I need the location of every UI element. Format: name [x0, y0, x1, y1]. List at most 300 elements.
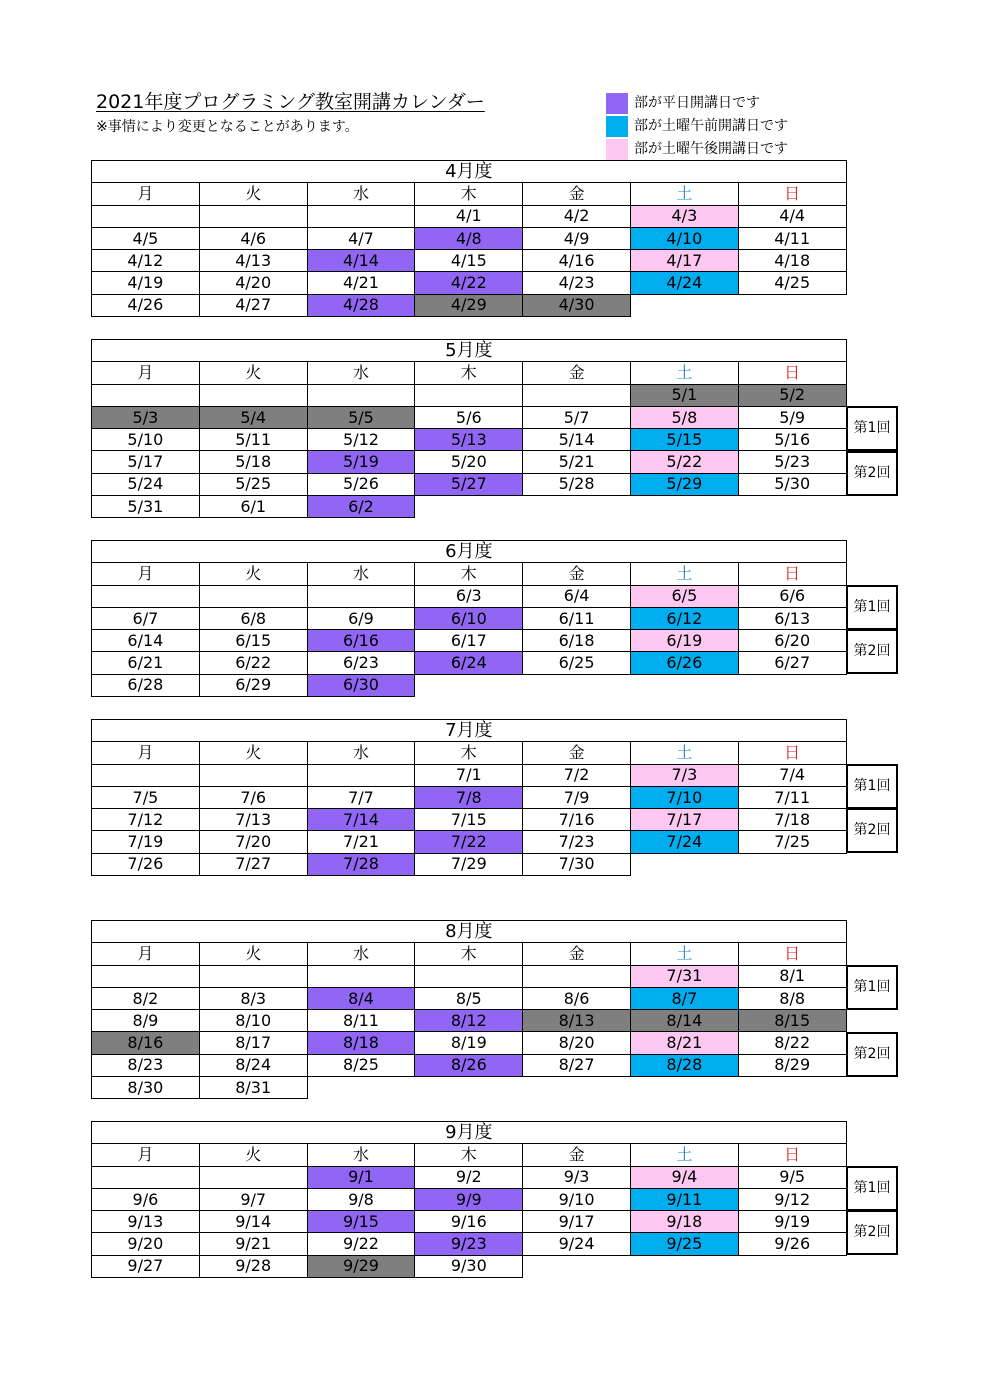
session-marker: 第2回: [846, 451, 898, 496]
date-cell: 7/6: [199, 786, 307, 808]
date-cell: 6/9: [307, 607, 415, 629]
date-cell: 7/31: [630, 965, 738, 987]
weekday-header: 土: [630, 1144, 738, 1166]
date-cell: 6/4: [523, 585, 631, 607]
date-cell: 5/5: [307, 406, 415, 428]
date-cell: 6/2: [307, 496, 415, 518]
empty-cell: [199, 764, 307, 786]
week-row: [92, 227, 847, 249]
empty-cell: [738, 853, 846, 875]
date-cell: 7/16: [523, 809, 631, 831]
date-cell: 8/24: [199, 1054, 307, 1076]
legend-swatch-pink: [606, 139, 628, 160]
date-cell: 9/10: [523, 1188, 631, 1210]
date-cell: 7/21: [307, 831, 415, 853]
month-calendar: [91, 160, 847, 317]
empty-cell: [738, 1077, 846, 1099]
empty-cell: [630, 853, 738, 875]
week-row: [92, 429, 847, 451]
date-cell: 4/1: [415, 205, 523, 227]
weekday-header: 金: [523, 1144, 631, 1166]
date-cell: 9/24: [523, 1233, 631, 1255]
empty-cell: [199, 1166, 307, 1188]
weekday-header: 日: [738, 943, 846, 965]
weekday-header: 金: [523, 362, 631, 384]
date-cell: 4/28: [307, 294, 415, 316]
date-cell: 9/27: [92, 1255, 200, 1277]
empty-cell: [738, 1255, 846, 1277]
empty-cell: [415, 965, 523, 987]
date-cell: 4/27: [199, 294, 307, 316]
date-cell: 8/27: [523, 1054, 631, 1076]
date-cell: 7/18: [738, 809, 846, 831]
date-cell: 9/11: [630, 1188, 738, 1210]
week-row: [92, 652, 847, 674]
weekday-header: 月: [92, 1144, 200, 1166]
empty-cell: [738, 496, 846, 518]
date-cell: 6/27: [738, 652, 846, 674]
week-row: [92, 473, 847, 495]
week-row: [92, 853, 847, 875]
weekday-header: 水: [307, 943, 415, 965]
date-cell: 8/17: [199, 1032, 307, 1054]
date-cell: 7/3: [630, 764, 738, 786]
date-cell: 5/3: [92, 406, 200, 428]
date-cell: 6/25: [523, 652, 631, 674]
date-cell: 6/16: [307, 630, 415, 652]
weekday-header: 日: [738, 742, 846, 764]
date-cell: 9/1: [307, 1166, 415, 1188]
empty-cell: [415, 496, 523, 518]
session-marker: 第1回: [846, 764, 898, 809]
date-cell: 5/28: [523, 473, 631, 495]
empty-cell: [415, 1077, 523, 1099]
date-cell: 8/25: [307, 1054, 415, 1076]
date-cell: 7/17: [630, 809, 738, 831]
weekday-header: 火: [199, 563, 307, 585]
week-row: [92, 294, 847, 316]
weekday-header: 火: [199, 742, 307, 764]
calendar-table: [91, 540, 847, 697]
date-cell: 4/16: [523, 250, 631, 272]
date-cell: 7/8: [415, 786, 523, 808]
date-cell: 9/17: [523, 1211, 631, 1233]
date-cell: 7/11: [738, 786, 846, 808]
date-cell: 5/13: [415, 429, 523, 451]
empty-cell: [630, 1077, 738, 1099]
date-cell: 5/30: [738, 473, 846, 495]
week-row: [92, 1211, 847, 1233]
date-cell: 7/28: [307, 853, 415, 875]
empty-cell: [523, 1255, 631, 1277]
date-cell: 9/18: [630, 1211, 738, 1233]
empty-cell: [307, 205, 415, 227]
date-cell: 8/10: [199, 1010, 307, 1032]
date-cell: 5/16: [738, 429, 846, 451]
date-cell: 7/2: [523, 764, 631, 786]
date-cell: 7/10: [630, 786, 738, 808]
empty-cell: [523, 384, 631, 406]
weekday-header: 土: [630, 742, 738, 764]
legend-swatch-blue: [606, 116, 628, 137]
date-cell: 8/9: [92, 1010, 200, 1032]
date-cell: 8/12: [415, 1010, 523, 1032]
date-cell: 6/1: [199, 496, 307, 518]
legend-item-weekday: [606, 92, 866, 115]
date-cell: 5/17: [92, 451, 200, 473]
date-cell: 4/9: [523, 227, 631, 249]
date-cell: 5/15: [630, 429, 738, 451]
empty-cell: [92, 965, 200, 987]
date-cell: 8/1: [738, 965, 846, 987]
weekday-header: 木: [415, 1144, 523, 1166]
weekday-header: 木: [415, 943, 523, 965]
date-cell: 5/4: [199, 406, 307, 428]
date-cell: 6/13: [738, 607, 846, 629]
legend-swatch-purple: [606, 93, 628, 114]
date-cell: 4/23: [523, 272, 631, 294]
weekday-header: 木: [415, 362, 523, 384]
date-cell: 4/3: [630, 205, 738, 227]
legend-item-saturday-morning: [606, 115, 866, 138]
date-cell: 8/19: [415, 1032, 523, 1054]
empty-cell: [307, 764, 415, 786]
empty-cell: [523, 1077, 631, 1099]
weekday-header: 月: [92, 183, 200, 205]
week-row: [92, 1077, 847, 1099]
date-cell: 4/19: [92, 272, 200, 294]
date-cell: 5/1: [630, 384, 738, 406]
week-row: [92, 496, 847, 518]
date-cell: 7/30: [523, 853, 631, 875]
date-cell: 9/19: [738, 1211, 846, 1233]
empty-cell: [199, 965, 307, 987]
date-cell: 9/30: [415, 1255, 523, 1277]
date-cell: 9/2: [415, 1166, 523, 1188]
weekday-header: 水: [307, 362, 415, 384]
date-cell: 4/13: [199, 250, 307, 272]
date-cell: 4/10: [630, 227, 738, 249]
date-cell: 7/22: [415, 831, 523, 853]
month-title: 9月度: [92, 1122, 847, 1144]
empty-cell: [199, 384, 307, 406]
date-cell: 5/26: [307, 473, 415, 495]
date-cell: 7/27: [199, 853, 307, 875]
weekday-header: 金: [523, 183, 631, 205]
week-row: [92, 965, 847, 987]
date-cell: 4/15: [415, 250, 523, 272]
date-cell: 5/18: [199, 451, 307, 473]
weekday-header: 月: [92, 563, 200, 585]
month-calendar: [91, 719, 847, 876]
date-cell: 9/8: [307, 1188, 415, 1210]
empty-cell: [523, 674, 631, 696]
date-cell: 6/11: [523, 607, 631, 629]
week-row: [92, 630, 847, 652]
date-cell: 8/11: [307, 1010, 415, 1032]
date-cell: 8/2: [92, 987, 200, 1009]
date-cell: 5/10: [92, 429, 200, 451]
legend-label: 部が土曜午後開講日です: [634, 141, 788, 157]
weekday-header: 月: [92, 943, 200, 965]
date-cell: 5/29: [630, 473, 738, 495]
date-cell: 6/29: [199, 674, 307, 696]
date-cell: 7/12: [92, 809, 200, 831]
date-cell: 7/5: [92, 786, 200, 808]
weekday-header: 金: [523, 563, 631, 585]
date-cell: 7/29: [415, 853, 523, 875]
notice-text: ※事情により変更となることがあります。: [96, 119, 359, 135]
calendar-table: [91, 160, 847, 317]
date-cell: 9/9: [415, 1188, 523, 1210]
date-cell: 6/21: [92, 652, 200, 674]
empty-cell: [307, 1077, 415, 1099]
date-cell: 9/26: [738, 1233, 846, 1255]
date-cell: 4/21: [307, 272, 415, 294]
date-cell: 9/22: [307, 1233, 415, 1255]
date-cell: 9/7: [199, 1188, 307, 1210]
week-row: [92, 831, 847, 853]
empty-cell: [630, 496, 738, 518]
weekday-header: 日: [738, 1144, 846, 1166]
week-row: [92, 786, 847, 808]
date-cell: 7/4: [738, 764, 846, 786]
empty-cell: [92, 384, 200, 406]
weekday-header: 月: [92, 742, 200, 764]
date-cell: 8/3: [199, 987, 307, 1009]
session-marker: 第2回: [846, 1210, 898, 1255]
date-cell: 9/23: [415, 1233, 523, 1255]
weekday-header: 日: [738, 563, 846, 585]
date-cell: 9/20: [92, 1233, 200, 1255]
date-cell: 4/29: [415, 294, 523, 316]
week-row: [92, 451, 847, 473]
month-title: 6月度: [92, 541, 847, 563]
date-cell: 4/18: [738, 250, 846, 272]
date-cell: 4/11: [738, 227, 846, 249]
week-row: [92, 1054, 847, 1076]
session-marker: 第1回: [846, 965, 898, 1010]
date-cell: 6/19: [630, 630, 738, 652]
empty-cell: [199, 205, 307, 227]
empty-cell: [92, 764, 200, 786]
date-cell: 6/20: [738, 630, 846, 652]
empty-cell: [630, 294, 738, 316]
date-cell: 4/24: [630, 272, 738, 294]
empty-cell: [630, 674, 738, 696]
calendar-table: [91, 719, 847, 876]
date-cell: 6/5: [630, 585, 738, 607]
week-row: [92, 1233, 847, 1255]
date-cell: 5/24: [92, 473, 200, 495]
month-calendar: [91, 1121, 847, 1278]
session-marker: 第1回: [846, 1166, 898, 1211]
session-marker: 第1回: [846, 406, 898, 451]
date-cell: 6/26: [630, 652, 738, 674]
date-cell: 8/6: [523, 987, 631, 1009]
week-row: [92, 1255, 847, 1277]
date-cell: 5/22: [630, 451, 738, 473]
date-cell: 5/31: [92, 496, 200, 518]
date-cell: 6/7: [92, 607, 200, 629]
date-cell: 8/30: [92, 1077, 200, 1099]
date-cell: 4/12: [92, 250, 200, 272]
empty-cell: [92, 1166, 200, 1188]
date-cell: 6/12: [630, 607, 738, 629]
date-cell: 6/18: [523, 630, 631, 652]
empty-cell: [630, 1255, 738, 1277]
empty-cell: [415, 674, 523, 696]
weekday-header: 火: [199, 943, 307, 965]
date-cell: 7/1: [415, 764, 523, 786]
week-row: [92, 406, 847, 428]
week-row: [92, 384, 847, 406]
weekday-header: 日: [738, 362, 846, 384]
weekday-header: 土: [630, 943, 738, 965]
weekday-header: 火: [199, 183, 307, 205]
date-cell: 8/16: [92, 1032, 200, 1054]
date-cell: 8/29: [738, 1054, 846, 1076]
date-cell: 8/22: [738, 1032, 846, 1054]
week-row: [92, 674, 847, 696]
date-cell: 7/15: [415, 809, 523, 831]
empty-cell: [92, 205, 200, 227]
date-cell: 8/8: [738, 987, 846, 1009]
date-cell: 5/9: [738, 406, 846, 428]
date-cell: 5/8: [630, 406, 738, 428]
empty-cell: [92, 585, 200, 607]
date-cell: 4/4: [738, 205, 846, 227]
weekday-header: 金: [523, 742, 631, 764]
date-cell: 4/20: [199, 272, 307, 294]
page-title: 2021年度プログラミング教室開講カレンダー: [96, 91, 485, 113]
date-cell: 9/14: [199, 1211, 307, 1233]
date-cell: 4/2: [523, 205, 631, 227]
date-cell: 8/14: [630, 1010, 738, 1032]
date-cell: 7/23: [523, 831, 631, 853]
empty-cell: [307, 965, 415, 987]
date-cell: 9/25: [630, 1233, 738, 1255]
date-cell: 6/10: [415, 607, 523, 629]
date-cell: 4/7: [307, 227, 415, 249]
date-cell: 4/25: [738, 272, 846, 294]
date-cell: 6/8: [199, 607, 307, 629]
date-cell: 9/16: [415, 1211, 523, 1233]
date-cell: 5/19: [307, 451, 415, 473]
weekday-header: 木: [415, 742, 523, 764]
date-cell: 8/23: [92, 1054, 200, 1076]
session-marker: 第1回: [846, 585, 898, 630]
date-cell: 9/5: [738, 1166, 846, 1188]
date-cell: 5/11: [199, 429, 307, 451]
week-row: [92, 272, 847, 294]
date-cell: 6/24: [415, 652, 523, 674]
date-cell: 7/13: [199, 809, 307, 831]
week-row: [92, 250, 847, 272]
date-cell: 4/6: [199, 227, 307, 249]
weekday-header: 金: [523, 943, 631, 965]
date-cell: 8/13: [523, 1010, 631, 1032]
date-cell: 5/2: [738, 384, 846, 406]
date-cell: 8/21: [630, 1032, 738, 1054]
week-row: [92, 205, 847, 227]
weekday-header: 土: [630, 183, 738, 205]
weekday-header: 木: [415, 563, 523, 585]
session-marker: 第2回: [846, 1032, 898, 1077]
date-cell: 6/6: [738, 585, 846, 607]
weekday-header: 水: [307, 742, 415, 764]
empty-cell: [199, 585, 307, 607]
date-cell: 6/22: [199, 652, 307, 674]
weekday-header: 水: [307, 1144, 415, 1166]
week-row: [92, 607, 847, 629]
month-calendar: [91, 540, 847, 697]
date-cell: 8/31: [199, 1077, 307, 1099]
legend: [606, 92, 866, 161]
date-cell: 9/3: [523, 1166, 631, 1188]
date-cell: 6/23: [307, 652, 415, 674]
date-cell: 5/7: [523, 406, 631, 428]
date-cell: 8/7: [630, 987, 738, 1009]
date-cell: 6/17: [415, 630, 523, 652]
date-cell: 7/25: [738, 831, 846, 853]
date-cell: 8/26: [415, 1054, 523, 1076]
week-row: [92, 1010, 847, 1032]
date-cell: 9/12: [738, 1188, 846, 1210]
week-row: [92, 809, 847, 831]
date-cell: 9/4: [630, 1166, 738, 1188]
calendar-table: [91, 339, 847, 518]
weekday-header: 土: [630, 563, 738, 585]
week-row: [92, 585, 847, 607]
week-row: [92, 1188, 847, 1210]
date-cell: 7/26: [92, 853, 200, 875]
session-marker: 第2回: [846, 808, 898, 853]
date-cell: 7/9: [523, 786, 631, 808]
date-cell: 8/5: [415, 987, 523, 1009]
date-cell: 5/21: [523, 451, 631, 473]
date-cell: 9/6: [92, 1188, 200, 1210]
empty-cell: [738, 674, 846, 696]
date-cell: 8/28: [630, 1054, 738, 1076]
date-cell: 9/28: [199, 1255, 307, 1277]
date-cell: 4/14: [307, 250, 415, 272]
date-cell: 7/20: [199, 831, 307, 853]
weekday-header: 火: [199, 1144, 307, 1166]
date-cell: 4/8: [415, 227, 523, 249]
calendar-table: [91, 920, 847, 1099]
empty-cell: [307, 384, 415, 406]
week-row: [92, 987, 847, 1009]
weekday-header: 水: [307, 183, 415, 205]
date-cell: 4/5: [92, 227, 200, 249]
week-row: [92, 1166, 847, 1188]
month-calendar: [91, 339, 847, 518]
date-cell: 9/15: [307, 1211, 415, 1233]
weekday-header: 月: [92, 362, 200, 384]
weekday-header: 木: [415, 183, 523, 205]
date-cell: 7/7: [307, 786, 415, 808]
month-title: 5月度: [92, 340, 847, 362]
date-cell: 7/24: [630, 831, 738, 853]
week-row: [92, 764, 847, 786]
empty-cell: [523, 496, 631, 518]
date-cell: 5/14: [523, 429, 631, 451]
calendar-table: [91, 1121, 847, 1278]
session-marker: 第2回: [846, 629, 898, 674]
date-cell: 9/29: [307, 1255, 415, 1277]
date-cell: 6/14: [92, 630, 200, 652]
